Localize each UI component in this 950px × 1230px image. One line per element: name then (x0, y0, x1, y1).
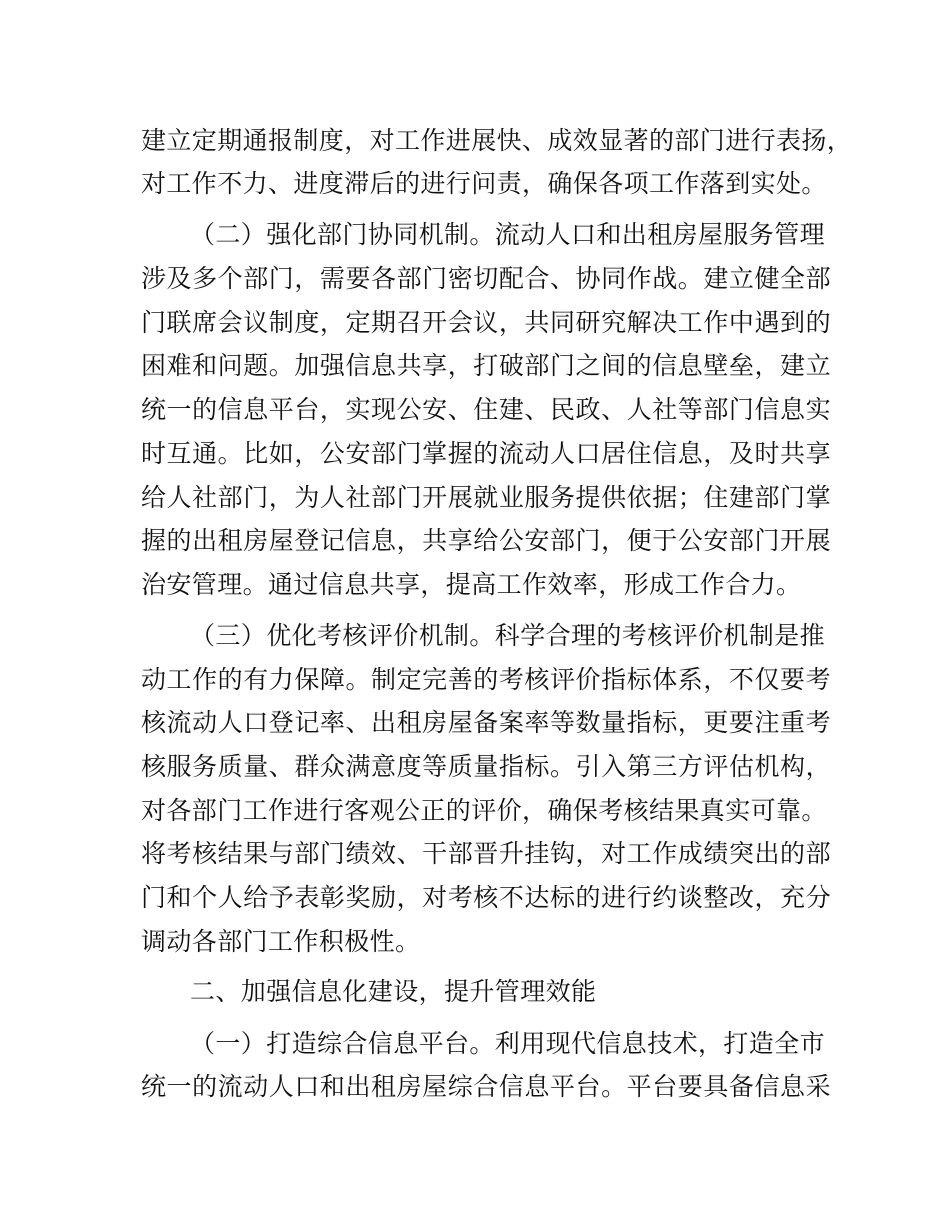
text-line: 治安管理。通过信息共享，提高工作效率，形成工作合力。 (141, 570, 802, 599)
text-line: 门和个人给予表彰奖励，对考核不达标的进行约谈整改，充分 (141, 883, 831, 912)
text-line: 时互通。比如，公安部门掌握的流动人口居住信息，及时共享 (141, 439, 831, 468)
text-line: 将考核结果与部门绩效、干部晋升挂钩，对工作成绩突出的部 (141, 839, 831, 868)
text-line: 建立定期通报制度，对工作进展快、成效显著的部门进行表扬， (141, 126, 853, 155)
paragraph-heading-line: （一）打造综合信息平台。利用现代信息技术，打造全市 (190, 1029, 826, 1058)
text-line: 统一的流动人口和出租房屋综合信息平台。平台要具备信息采 (141, 1072, 831, 1101)
paragraph-heading-line: （二）强化部门协同机制。流动人口和出租房屋服务管理 (190, 220, 826, 249)
text-line: 核服务质量、群众满意度等质量指标。引入第三方评估机构， (141, 752, 831, 781)
text-line: 困难和问题。加强信息共享，打破部门之间的信息壁垒，建立 (141, 351, 831, 380)
text-line: 涉及多个部门，需要各部门密切配合、协同作战。建立健全部 (141, 264, 831, 293)
text-line: 统一的信息平台，实现公安、住建、民政、人社等部门信息实 (141, 395, 831, 424)
text-line: 动工作的有力保障。制定完善的考核评价指标体系，不仅要考 (141, 665, 831, 694)
section-heading: 二、加强信息化建设，提升管理效能 (190, 977, 597, 1006)
paragraph-heading-line: （三）优化考核评价机制。科学合理的考核评价机制是推 (190, 621, 826, 650)
text-line: 给人社部门，为人社部门开展就业服务提供依据；住建部门掌 (141, 483, 831, 512)
text-line: 对各部门工作进行客观公正的评价，确保考核结果真实可靠。 (141, 796, 827, 825)
text-line: 核流动人口登记率、出租房屋备案率等数量指标，更要注重考 (141, 708, 831, 737)
text-line: 对工作不力、进度滞后的进行问责，确保各项工作落到实处。 (141, 169, 827, 198)
text-line: 握的出租房屋登记信息，共享给公安部门，便于公安部门开展 (141, 526, 831, 555)
text-line: 门联席会议制度，定期召开会议，共同研究解决工作中遇到的 (141, 308, 831, 337)
text-line: 调动各部门工作积极性。 (141, 927, 421, 956)
